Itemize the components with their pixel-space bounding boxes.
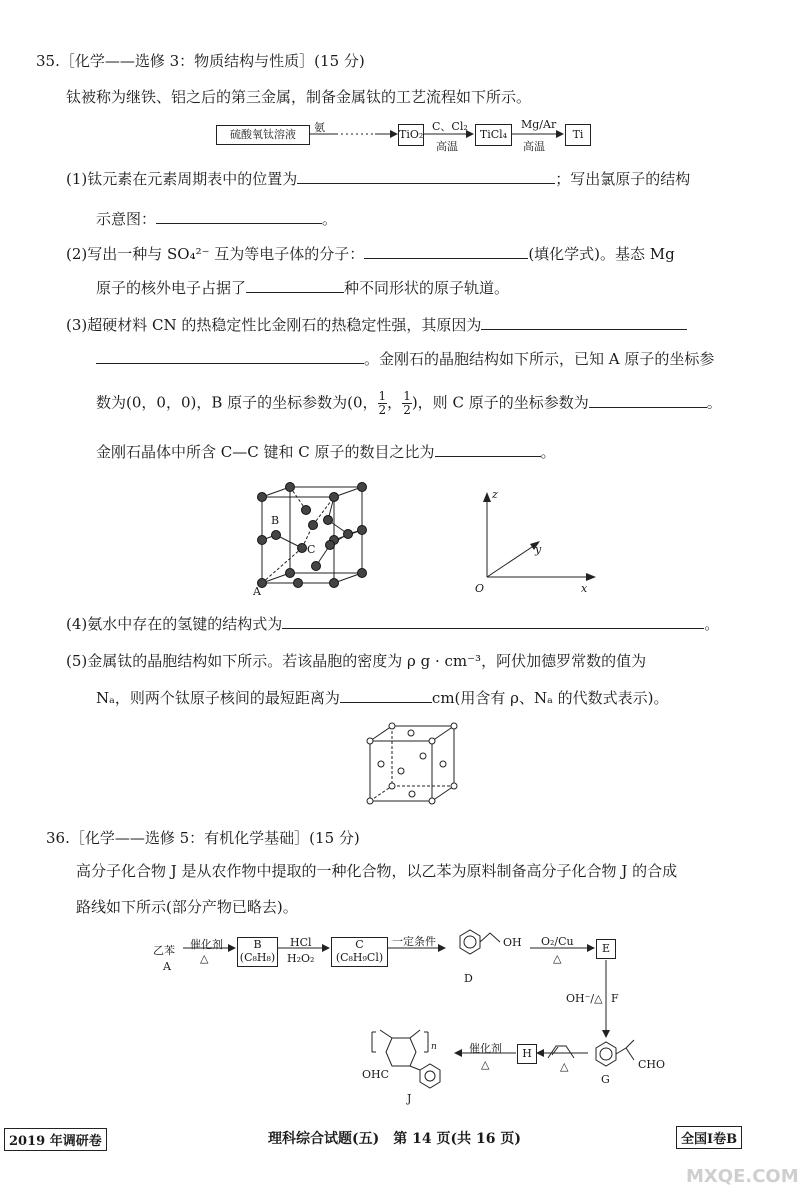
route-arrow3-top: 一定条件 [392,935,436,948]
cell-label-c: C [307,543,316,556]
route-box-e: E [596,939,616,959]
q35-p4-text-b: 。 [704,615,720,633]
flow-box-ti: Ti [565,124,591,146]
q35-p3-text-f: 。 [706,393,722,412]
flow-arrow3-bottom: 高温 [523,140,545,153]
flow-box-titanyl-sulfate: 硫酸氧钛溶液 [216,125,310,145]
route-g-cho: CHO [638,1058,666,1071]
flow-box-tio2: TiO₂ [398,124,424,146]
q35-p5-line1: (5)金属钛的晶胞结构如下所示。若该晶胞的密度为 ρ g · cm⁻³，阿伏加德罗常数的值为 [66,652,647,670]
q35-p2-text-b: (填化学式)。基态 Mg [528,245,675,263]
route-arrow6-bottom: △ [560,1060,569,1073]
q35-p3-text-b: 。金刚石的晶胞结构如下所示，已知 A 原子的坐标参 [364,350,715,368]
flow-box-ticl4: TiCl₄ [475,124,512,146]
q35-p2-text-d: 种不同形状的原子轨道。 [344,279,510,297]
q36-intro-line1: 高分子化合物 J 是从农作物中提取的一种化合物，以乙苯为原料制备高分子化合物 J 的合成 [76,862,678,880]
route-arrow5-left: OH⁻/△ [566,992,603,1005]
q35-p4-text-a: (4)氨水中存在的氢键的结构式为 [66,615,283,633]
q35-p2-text-a: (2)写出一种与 SO₄²⁻ 互为等电子体的分子： [66,245,365,263]
route-label-a: A [163,960,171,973]
q35-intro: 钛被称为继铁、铝之后的第三金属，制备金属钛的工艺流程如下所示。 [66,88,532,106]
route-box-b: B (C₈H₈) [237,937,278,967]
q35-p3-text-h: 。 [540,443,556,461]
flow-arrow2-top: C、Cl₂ [432,120,468,133]
q35-p3-text-c: 数为(0，0，0)，B 原子的坐标参数为(0， [96,393,378,412]
q35-header: 35.［化学——选修 3：物质结构与性质］(15 分) [36,52,365,70]
footer-edition-badge: 全国Ⅰ卷B [676,1126,742,1149]
flow-arrow1-label: 氨 [314,121,325,134]
q35-p3-text-g: 金刚石晶体中所含 C—C 键和 C 原子的数目之比为 [96,443,435,461]
axis-origin-label: O [475,582,485,595]
route-arrow7-bottom: △ [481,1058,490,1071]
q36-intro-line2: 路线如下所示(部分产物已略去)。 [76,898,298,916]
route-box-h: H [517,1044,537,1064]
fraction-half-1: $\frac{1}{2}$ [378,389,387,417]
q35-p3-text-d: ， [387,393,403,412]
route-label-d: D [464,972,473,985]
flow-arrow3-top: Mg/Ar [521,118,557,131]
q35-p1-end: 。 [322,210,338,228]
route-arrow1-bottom: △ [200,952,209,965]
flow-arrow2-bottom: 高温 [436,140,458,153]
q35-p1-text-a: (1)钛元素在元素周期表中的位置为 [66,170,298,188]
route-arrow7-top: 催化剂 [469,1042,502,1055]
route-label-g: G [601,1073,610,1086]
q35-p1-text-c: 示意图： [96,210,157,228]
watermark-logo: MXQE.COM [686,1166,799,1187]
q35-p3-text-e: )，则 C 原子的坐标参数为 [411,393,589,412]
fraction-half-2: $\frac{1}{2}$ [403,389,411,417]
route-arrow4-bottom: △ [553,952,562,965]
route-j-cho: OHC [362,1068,390,1081]
axis-y-label: y [535,543,542,556]
axis-x-label: x [581,582,588,595]
route-arrow5-right: F [611,992,619,1005]
cell-label-b: B [271,514,280,527]
route-arrow1-top: 催化剂 [190,938,223,951]
route-arrow2-bottom: H₂O₂ [287,952,315,965]
route-start-ethylbenzene: 乙苯 [153,944,175,957]
q36-header: 36.［化学——选修 5：有机化学基础］(15 分) [46,829,360,847]
route-box-c: C (C₈H₉Cl) [331,937,388,967]
footer-page-info: 理科综合试题(五) 第 14 页(共 16 页) [268,1131,521,1147]
axis-z-label: z [492,488,498,501]
route-label-j: J [407,1092,412,1105]
cell-label-a: A [253,585,261,598]
route-arrow2-top: HCl [290,936,312,949]
q35-p5-text-c: cm(用含有 ρ、Nₐ 的代数式表示)。 [431,689,669,707]
q35-p1-text-b: ；写出氯原子的结构 [555,170,691,188]
q35-p3-text-a: (3)超硬材料 CN 的热稳定性比金刚石的热稳定性强，其原因为 [66,316,482,334]
footer-year-badge: 2019 年调研卷 [4,1128,107,1151]
q35-p2-text-c: 原子的核外电子占据了 [96,279,247,297]
route-d-oh: OH [503,936,522,949]
route-j-n: n [431,1042,437,1052]
route-arrow4-top: O₂/Cu [541,935,574,948]
q35-p5-text-b: Nₐ，则两个钛原子核间的最短距离为 [96,689,340,707]
